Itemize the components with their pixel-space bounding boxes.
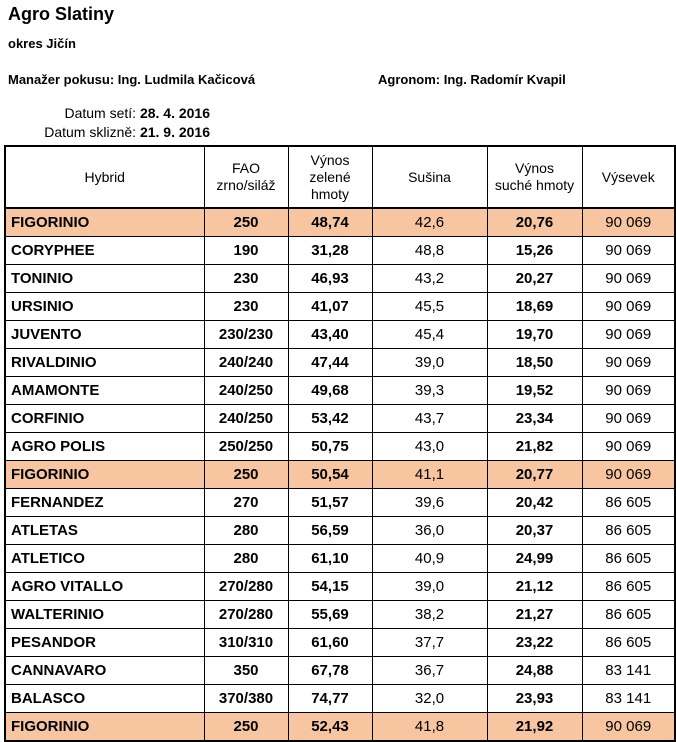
fao-cell: 190 [204,237,288,265]
header-dry-line2: suché hmoty [494,177,575,193]
dry-yield-cell: 20,42 [487,489,582,517]
seeding-rate-cell: 83 141 [582,657,675,685]
table-row [5,321,675,349]
dry-matter-cell: 39,6 [372,489,487,517]
table-row [5,405,675,433]
table-row [5,208,675,237]
sowing-date-label: Datum setí: [64,105,140,121]
dry-matter-cell: 43,7 [372,405,487,433]
fao-cell: 370/380 [204,685,288,713]
district-subtitle: okres Jičín [8,36,76,51]
dry-yield-cell: 23,34 [487,405,582,433]
fao-cell: 270/280 [204,573,288,601]
dry-yield-cell: 21,12 [487,573,582,601]
dry-yield-cell: 20,37 [487,517,582,545]
dry-matter-cell: 43,2 [372,265,487,293]
fao-cell: 250 [204,713,288,742]
table-row [5,377,675,405]
seeding-rate-cell: 86 605 [582,629,675,657]
header-hybrid: Hybrid [5,146,204,208]
green-yield-cell: 47,44 [288,349,372,377]
table-row [5,293,675,321]
dry-matter-cell: 38,2 [372,601,487,629]
hybrid-cell: FIGORINIO [5,461,204,489]
trial-manager: Manažer pokusu: Ing. Ludmila Kačicová [8,72,256,87]
page-title: Agro Slatiny [8,4,115,24]
green-yield-cell: 49,68 [288,377,372,405]
harvest-date-line [0,123,210,142]
hybrid-cell: RIVALDINIO [5,349,204,377]
table-row [5,657,675,685]
green-yield-cell: 52,43 [288,713,372,742]
fao-cell: 230/230 [204,321,288,349]
dry-yield-cell: 19,52 [487,377,582,405]
seeding-rate-cell: 83 141 [582,685,675,713]
dry-yield-cell: 18,50 [487,349,582,377]
fao-cell: 250 [204,461,288,489]
dry-yield-cell: 20,27 [487,265,582,293]
dry-yield-cell: 21,82 [487,433,582,461]
dry-yield-cell: 20,77 [487,461,582,489]
seeding-rate-cell: 90 069 [582,713,675,742]
dry-matter-cell: 41,1 [372,461,487,489]
header-seeding-rate: Výsevek [582,146,675,208]
hybrid-cell: ATLETAS [5,517,204,545]
dry-matter-cell: 39,3 [372,377,487,405]
results-table [4,145,676,742]
fao-cell: 250 [204,208,288,237]
seeding-rate-cell: 86 605 [582,517,675,545]
dry-yield-cell: 20,76 [487,208,582,237]
header-green-line3: hmoty [310,185,350,202]
fao-cell: 240/240 [204,349,288,377]
seeding-rate-cell: 86 605 [582,545,675,573]
seeding-rate-cell: 86 605 [582,573,675,601]
agronomist: Agronom: Ing. Radomír Kvapil [378,72,566,87]
table-row [5,517,675,545]
harvest-date-label: Datum sklizně: [44,124,140,140]
seeding-rate-cell: 90 069 [582,433,675,461]
fao-cell: 310/310 [204,629,288,657]
seeding-rate-cell: 90 069 [582,265,675,293]
green-yield-cell: 46,93 [288,265,372,293]
table-row [5,433,675,461]
header-fao-line1: FAO [231,160,260,176]
dry-yield-cell: 24,88 [487,657,582,685]
dry-matter-cell: 45,5 [372,293,487,321]
seeding-rate-cell: 90 069 [582,321,675,349]
hybrid-cell: CANNAVARO [5,657,204,685]
table-header-row [5,146,675,208]
green-yield-cell: 51,57 [288,489,372,517]
dry-matter-cell: 41,8 [372,713,487,742]
dates-block [0,104,210,142]
hybrid-cell: FERNANDEZ [5,489,204,517]
seeding-rate-cell: 90 069 [582,405,675,433]
seeding-rate-cell: 90 069 [582,377,675,405]
header-green-yield [288,146,372,208]
table-row [5,545,675,573]
dry-yield-cell: 21,92 [487,713,582,742]
green-yield-cell: 50,54 [288,461,372,489]
dry-matter-cell: 36,0 [372,517,487,545]
header-fao-line2: zrno/siláž [216,177,276,193]
green-yield-cell: 55,69 [288,601,372,629]
header-green-line1: Výnos [310,151,350,168]
table-row [5,573,675,601]
hybrid-cell: CORYPHEE [5,237,204,265]
table-row [5,237,675,265]
dry-yield-cell: 23,22 [487,629,582,657]
dry-matter-cell: 40,9 [372,545,487,573]
dry-yield-cell: 24,99 [487,545,582,573]
seeding-rate-cell: 86 605 [582,601,675,629]
table-row [5,601,675,629]
header-dry-yield [487,146,582,208]
seeding-rate-cell: 90 069 [582,208,675,237]
table-row [5,685,675,713]
dry-matter-cell: 39,0 [372,573,487,601]
dry-matter-cell: 48,8 [372,237,487,265]
hybrid-cell: FIGORINIO [5,713,204,742]
green-yield-cell: 74,77 [288,685,372,713]
dry-yield-cell: 18,69 [487,293,582,321]
hybrid-cell: BALASCO [5,685,204,713]
hybrid-cell: URSINIO [5,293,204,321]
dry-matter-cell: 36,7 [372,657,487,685]
fao-cell: 270 [204,489,288,517]
seeding-rate-cell: 86 605 [582,489,675,517]
header-dry-matter: Sušina [372,146,487,208]
seeding-rate-cell: 90 069 [582,349,675,377]
header-green-line2: zelené [309,168,351,185]
table-row [5,489,675,517]
hybrid-cell: FIGORINIO [5,208,204,237]
fao-cell: 280 [204,545,288,573]
hybrid-cell: TONINIO [5,265,204,293]
green-yield-cell: 56,59 [288,517,372,545]
dry-matter-cell: 45,4 [372,321,487,349]
hybrid-cell: WALTERINIO [5,601,204,629]
seeding-rate-cell: 90 069 [582,237,675,265]
fao-cell: 270/280 [204,601,288,629]
table-row [5,629,675,657]
hybrid-cell: ATLETICO [5,545,204,573]
fao-cell: 240/250 [204,405,288,433]
fao-cell: 350 [204,657,288,685]
seeding-rate-cell: 90 069 [582,293,675,321]
green-yield-cell: 61,60 [288,629,372,657]
green-yield-cell: 50,75 [288,433,372,461]
table-row [5,713,675,742]
green-yield-cell: 54,15 [288,573,372,601]
green-yield-cell: 53,42 [288,405,372,433]
hybrid-cell: CORFINIO [5,405,204,433]
table-row [5,265,675,293]
green-yield-cell: 48,74 [288,208,372,237]
hybrid-cell: AGRO POLIS [5,433,204,461]
table-row [5,349,675,377]
dry-yield-cell: 23,93 [487,685,582,713]
dry-matter-cell: 39,0 [372,349,487,377]
dry-yield-cell: 15,26 [487,237,582,265]
dry-matter-cell: 32,0 [372,685,487,713]
green-yield-cell: 61,10 [288,545,372,573]
sowing-date-value: 28. 4. 2016 [139,105,210,121]
header-fao [204,146,288,208]
hybrid-cell: PESANDOR [5,629,204,657]
green-yield-cell: 41,07 [288,293,372,321]
dry-yield-cell: 21,27 [487,601,582,629]
green-yield-cell: 43,40 [288,321,372,349]
fao-cell: 280 [204,517,288,545]
dry-matter-cell: 42,6 [372,208,487,237]
seeding-rate-cell: 90 069 [582,461,675,489]
table-body [5,208,675,741]
hybrid-cell: AGRO VITALLO [5,573,204,601]
fao-cell: 240/250 [204,377,288,405]
dry-matter-cell: 43,0 [372,433,487,461]
fao-cell: 230 [204,265,288,293]
table-row [5,461,675,489]
header-dry-line1: Výnos [515,160,554,176]
fao-cell: 250/250 [204,433,288,461]
dry-yield-cell: 19,70 [487,321,582,349]
hybrid-cell: AMAMONTE [5,377,204,405]
green-yield-cell: 67,78 [288,657,372,685]
harvest-date-value: 21. 9. 2016 [139,124,210,140]
green-yield-cell: 31,28 [288,237,372,265]
dry-matter-cell: 37,7 [372,629,487,657]
hybrid-cell: JUVENTO [5,321,204,349]
fao-cell: 230 [204,293,288,321]
sowing-date-line [0,104,210,123]
